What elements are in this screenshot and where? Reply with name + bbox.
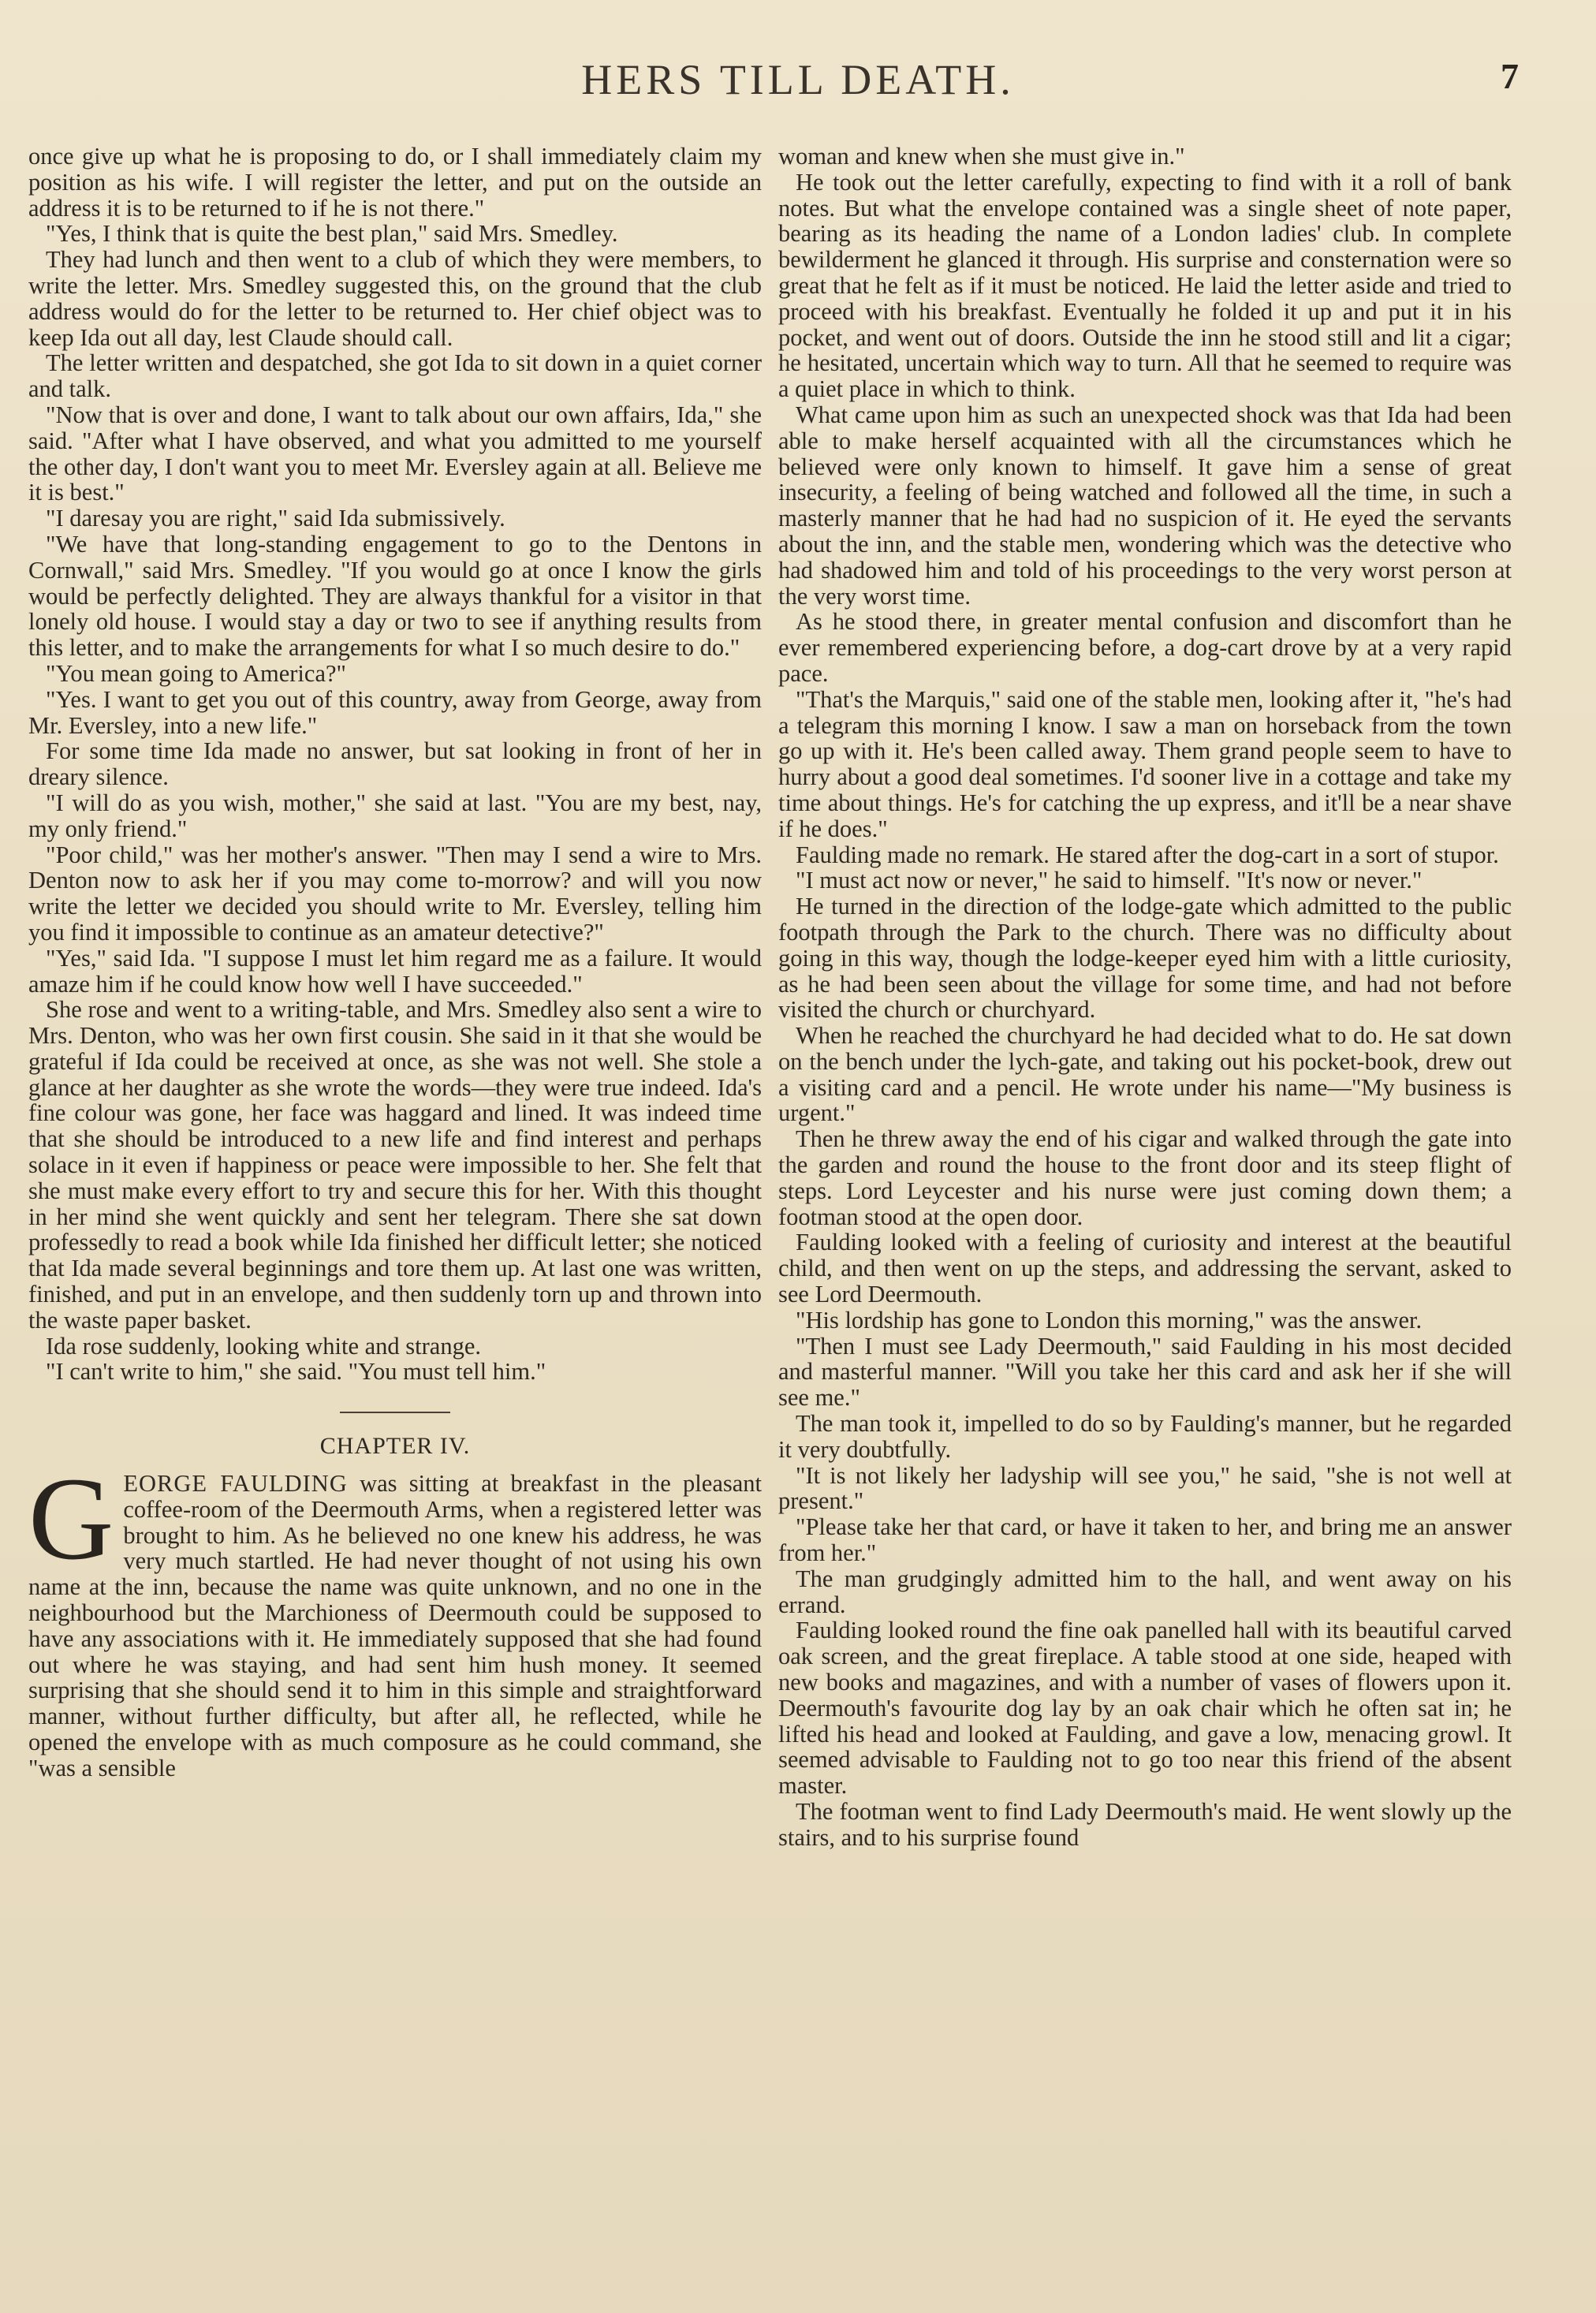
paragraph: "Yes," said Ida. "I suppose I must let him regard me as a failure. It would amaze him if he could know how well I have succeeded.": [28, 944, 762, 998]
page-title: HERS TILL DEATH.: [581, 56, 1015, 103]
paragraph: "I daresay you are right," said Ida submissively.: [46, 505, 505, 532]
paragraph: "Poor child," was her mother's answer. "Then may I send a wire to Mrs. Denton now to ask her if you may come to-morrow? and will you now write the letter we decided you should write to Mr. Eversley, telling him you find it impossible to continue as an amateur detective?": [28, 841, 762, 946]
paragraph: "That's the Marquis," said one of the stable men, looking after it, "he's had a telegram this morning I know. I saw a man on horseback from the town go up with it. He's been called away. Them grand people seem to have to hurry about a good deal sometimes. I'd sooner live in a cottage and take my time about things. He's for catching the up express, and it'll be a near shave if he does.": [778, 685, 1512, 842]
paragraph: The man took it, impelled to do so by Faulding's manner, but he regarded it very doubtfully.: [778, 1410, 1512, 1463]
chapter-opening-paragraph: [28, 1453, 762, 1781]
chapter-lead-caps: EORGE FAULDING: [123, 1470, 348, 1498]
paragraph: The letter written and despatched, she got Ida to sit down in a quiet corner and talk.: [28, 349, 762, 403]
page-number: 7: [1501, 56, 1519, 96]
paragraph: The footman went to find Lady Deermouth's maid. He went slowly up the stairs, and to his surprise found: [778, 1798, 1512, 1851]
paragraph: Then he threw away the end of his cigar and walked through the gate into the garden and round the house to the front door and its steep flight of steps. Lord Leycester and his nurse were just coming down them; a footman stood at the open door.: [778, 1125, 1512, 1230]
paragraph: "We have that long-standing engagement to go to the Dentons in Cornwall," said Mrs. Smedley. "If you would go at once I know the girls would be perfectly delighted. They are always thankful for a visitor in that lonely old house. I would stay a day or two to see if anything results from this letter, and to make the arrangements for what I so much desire to do.": [28, 530, 762, 662]
paragraph: "His lordship has gone to London this morning," was the answer.: [796, 1306, 1423, 1334]
paragraph: "Now that is over and done, I want to talk about our own affairs, Ida," she said. "After what I have observed, and what you admitted to me yourself the other day, I don't want you to meet Mr. Eversley again at all. Believe me it is best.": [28, 401, 762, 506]
paragraph: When he reached the churchyard he had decided what to do. He sat down on the bench under the lych-gate, and taking out his pocket-book, drew out a visiting card and a pencil. He wrote under his name—"My business is urgent.": [778, 1022, 1512, 1127]
paragraph: woman and knew when she must give in.": [778, 144, 1185, 170]
paragraph: They had lunch and then went to a club of which they were members, to write the letter. Mrs. Smedley suggested this, on the ground that the club address would do for the letter to be returned to. Her chief object was to keep Ida out all day, lest Claude should call.: [28, 246, 762, 351]
left-column: [28, 144, 762, 2289]
drop-cap: G: [28, 1453, 114, 1585]
paragraph: As he stood there, in greater mental confusion and discomfort than he ever remembered experiencing before, a dog-cart drove by at a very rapid pace.: [778, 608, 1512, 687]
paragraph: For some time Ida made no answer, but sat looking in front of her in dreary silence.: [28, 737, 762, 791]
chapter-opening-text: was sitting at breakfast in the pleasant coffee-room of the Deermouth Arms, when a registered letter was brought to him. As he believed no one knew his address, he was very much startled. He had never thought of not using his own name at the inn, because the name was quite unknown, and no one in the neighbourhood but the Marchioness of Deermouth could be supposed to have any associations with it. He immediately supposed that she had found out where he was staying, and had sent him hush money. It seemed surprising that she should send it to him in this simple and straightforward manner, without further difficulty, but after all, he reflected, while he opened the envelope with as much composure as he could command, she "was a sensible: [28, 1470, 762, 1781]
paragraph: "Yes, I think that is quite the best plan," said Mrs. Smedley.: [46, 220, 618, 248]
paragraph: He took out the letter carefully, expecting to find with it a roll of bank notes. But what the envelope contained was a single sheet of note paper, bearing as its heading the name of a London ladies' club. In complete bewilderment he glanced it through. His surprise and consternation were so great that he felt as if it must be noticed. He laid the letter aside and tried to proceed with his breakfast. Eventually he folded it up and put it in his pocket, and went out of doors. Outside the inn he stood still and lit a cigar; he hesitated, uncertain which way to turn. All that he seemed to require was a quiet place in which to think.: [778, 168, 1512, 403]
paragraph: "I will do as you wish, mother," she said at last. "You are my best, nay, my only friend.": [28, 789, 762, 842]
paragraph: "You mean going to America?": [46, 659, 346, 687]
paragraph: Faulding looked round the fine oak panelled hall with its beautiful carved oak screen, and the great fireplace. A table stood at one side, heaped with new books and magazines, and with a number of vases of flowers upon it. Deermouth's favourite dog lay by an oak chair which he often sat in; he lifted his head and looked at Faulding, and gave a low, menacing growl. It seemed advisable to Faulding not to go too near this friend of the absent master.: [778, 1617, 1512, 1800]
paragraph: "I can't write to him," she said. "You must tell him.": [46, 1358, 546, 1386]
paragraph: The man grudgingly admitted him to the hall, and went away on his errand.: [778, 1565, 1512, 1618]
paragraph: "I must act now or never," he said to himself. "It's now or never.": [796, 867, 1423, 894]
paragraph: Ida rose suddenly, looking white and strange.: [46, 1332, 481, 1360]
paragraph: What came upon him as such an unexpected shock was that Ida had been able to make herself acquainted with all the circumstances which he believed were only known to himself. It gave him a sense of great insecurity, a feeling of being watched and followed all the time, in such a masterly manner that he had had no suspicion of it. He eyed the servants about the inn, and the stable men, wondering which was the detective who had shadowed him and told of his proceedings to the very worst person at the very worst time.: [778, 401, 1512, 610]
paragraph: "It is not likely her ladyship will see you," he said, "she is not well at present.": [778, 1461, 1512, 1515]
paragraph: She rose and went to a writing-table, and Mrs. Smedley also sent a wire to Mrs. Denton, who was her own first cousin. She said in it that she would be grateful if Ida could be received at once, as she was not well. She stole a glance at her daughter as she wrote the words—they were true indeed. Ida's fine colour was gone, her face was haggard and lined. It was indeed time that she should be introduced to a new life and find interest and perhaps solace in it even if happiness or peace were impossible to her. She felt that she must make every effort to try and secure this for her. With this thought in her mind she went quickly and sent her telegram. There she sat down professedly to read a book while Ida finished her difficult letter; she noticed that Ida made several beginnings and tore them up. At last one was written, finished, and put in an envelope, and then suddenly torn up and thrown into the waste paper basket.: [28, 996, 762, 1334]
paragraph: "Please take her that card, or have it taken to her, and bring me an answer from her.": [778, 1513, 1512, 1567]
paragraph: Faulding looked with a feeling of curiosity and interest at the beautiful child, and then went on up the steps, and addressing the servant, asked to see Lord Deermouth.: [778, 1229, 1512, 1308]
running-head: [0, 55, 1596, 110]
right-column: [778, 144, 1512, 2289]
paragraph: "Yes. I want to get you out of this country, away from George, away from Mr. Eversley, into a new life.": [28, 685, 762, 739]
paragraph: Faulding made no remark. He stared after the dog-cart in a sort of stupor.: [796, 841, 1499, 868]
paragraph: He turned in the direction of the lodge-gate which admitted to the public footpath through the Park to the church. There was no difficulty about going in this way, though the lodge-keeper eyed him with a little curiosity, as he had been seen about the village for some time, and had not before visited the church or churchyard.: [778, 893, 1512, 1024]
paragraph: "Then I must see Lady Deermouth," said Faulding in his most decided and masterful manner. "Will you take her this card and ask her if she will see me.": [778, 1332, 1512, 1412]
paragraph: once give up what he is proposing to do, or I shall immediately claim my position as his wife. I will register the letter, and put on the outside an address it is to be returned to if he is not there.": [28, 144, 762, 222]
chapter-heading: CHAPTER IV.: [319, 1433, 471, 1460]
section-divider: [340, 1412, 450, 1413]
